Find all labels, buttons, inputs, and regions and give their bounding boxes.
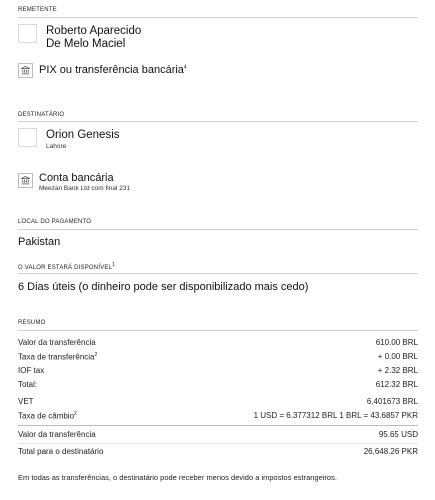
recipient-city: Lahore	[46, 143, 67, 150]
sender-name-line2: De Melo Maciel	[46, 38, 126, 50]
row-value: + 2.32 BRL	[377, 366, 418, 375]
row-label: Valor da transferência	[18, 430, 96, 439]
row-label: Valor da transferência	[18, 338, 96, 347]
row-value: + 0.00 BRL	[377, 352, 418, 361]
divider	[18, 229, 418, 230]
summary-row-iof-tax	[18, 366, 418, 378]
row-label: Taxa de câmbio$^2$	[18, 411, 77, 421]
sender-section-title: REMETENTE	[18, 7, 57, 13]
bank-glyph-icon	[21, 66, 30, 75]
summary-row-total-recipient	[18, 447, 418, 459]
row-label: Taxa de transferência$^2$	[18, 352, 98, 362]
recipient-account-detail: Meezan Bank Ltd com final 231	[39, 185, 131, 192]
divider	[18, 330, 418, 331]
divider	[18, 273, 418, 274]
summary-row-transfer-usd	[18, 430, 418, 442]
sender-payment-method	[39, 64, 187, 76]
row-value: 6.401673 BRL	[366, 397, 418, 406]
summary-title: RESUMO	[18, 320, 46, 326]
bank-icon	[18, 173, 33, 188]
payout-location-title: LOCAL DO PAGAMENTO	[18, 219, 92, 225]
availability-title-text: O VALOR ESTARÁ DISPONÍVEL	[18, 265, 113, 271]
availability-title	[18, 262, 115, 271]
divider	[18, 121, 418, 122]
summary-row-total	[18, 380, 418, 392]
recipient-name: Orion Genesis	[46, 129, 120, 141]
row-value: 26,648.26 PKR	[363, 447, 418, 456]
recipient-account-type: Conta bancária	[39, 172, 114, 184]
availability-footnote: 1	[112, 262, 116, 268]
divider	[18, 425, 418, 426]
summary-row-exchange-rate	[18, 411, 418, 423]
row-value: 610.00 BRL	[375, 338, 418, 347]
summary-disclaimer: Em todas as transferências, o destinatário pode receber menos devido a impostos estrangeiros.	[18, 473, 337, 482]
row-label: Total para o destinatário	[18, 447, 104, 456]
bank-glyph-icon	[21, 176, 30, 185]
row-label: IOF tax	[18, 366, 45, 375]
payment-method-footnote: 4	[183, 64, 187, 71]
payment-method-label: PIX ou transferência bancária	[39, 64, 184, 76]
sender-name-line1: Roberto Aparecido	[46, 25, 142, 37]
availability-value: 6 Dias úteis (o dinheiro pode ser disponibilizado mais cedo)	[18, 281, 309, 293]
bank-icon	[18, 63, 33, 78]
row-label: Total:	[18, 380, 38, 389]
recipient-avatar	[18, 128, 37, 147]
divider	[18, 443, 418, 444]
payout-location-value: Pakistan	[18, 236, 61, 248]
sender-avatar	[18, 24, 37, 43]
divider	[18, 17, 418, 18]
summary-row-transfer-amount	[18, 338, 418, 350]
row-value: 1 USD = 6.377312 BRL 1 BRL = 43.6857 PKR	[253, 411, 418, 420]
summary-row-transfer-fee	[18, 352, 418, 364]
row-value: 95.65 USD	[378, 430, 418, 439]
recipient-section-title: DESTINATÁRIO	[18, 112, 65, 118]
row-value: 612.32 BRL	[375, 380, 418, 389]
row-label: VET	[18, 397, 34, 406]
summary-row-vet	[18, 397, 418, 409]
